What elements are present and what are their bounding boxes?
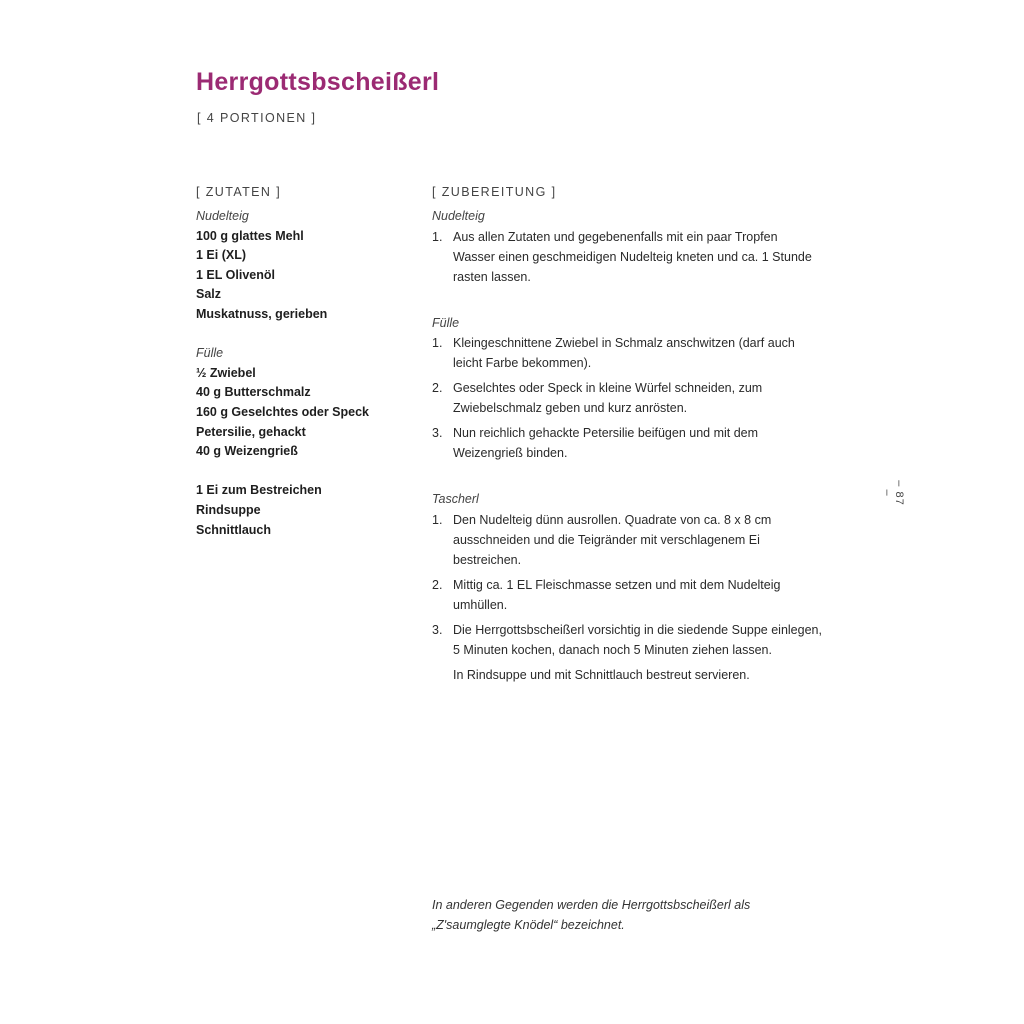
step-text: Den Nudelteig dünn ausrollen. Quadrate von ca. 8 x 8 cm ausschneiden und die Teigränder mit verschlagenem Ei bestreichen.: [453, 512, 772, 567]
ingredient-item: 160 g Geselchtes oder Speck: [196, 404, 370, 419]
ingredient-item: ½ Zwiebel: [196, 365, 256, 380]
step-item: [432, 510, 822, 570]
ingredient-item: 1 EL Olivenöl: [196, 267, 275, 282]
serving-note: In Rindsuppe und mit Schnittlauch bestreut servieren.: [453, 667, 750, 682]
step-text: Nun reichlich gehackte Petersilie beifügen und mit dem Weizengrieß binden.: [453, 426, 759, 461]
step-item: [432, 620, 822, 660]
ingredient-item: 1 Ei zum Bestreichen: [196, 483, 322, 498]
ingredient-item: 40 g Weizengrieß: [196, 444, 298, 459]
step-number: 3.: [432, 622, 443, 637]
preparation-subheading-tascherl: Tascherl: [432, 492, 479, 507]
step-item: [432, 378, 822, 418]
step-number: 1.: [432, 512, 443, 527]
step-number: 2.: [432, 381, 443, 396]
steps-list-tascherl: [432, 510, 822, 660]
step-text: Die Herrgottsbscheißerl vorsichtig in die siedende Suppe einlegen, 5 Minuten kochen, danach noch 5 Minuten ziehen lassen.: [453, 622, 822, 657]
steps-list-nudelteig: [432, 227, 822, 287]
recipe-title: Herrgottsbscheißerl: [196, 68, 440, 96]
preparation-subheading-fuelle: Fülle: [432, 315, 460, 330]
footnote-line: „Z'saumglegte Knödel“ bezeichnet.: [432, 918, 625, 932]
ingredients-subheading-nudelteig: Nudelteig: [196, 209, 249, 223]
step-text: Geselchtes oder Speck in kleine Würfel schneiden, zum Zwiebelschmalz geben und kurz anrösten.: [453, 381, 763, 416]
ingredients-column: [196, 185, 406, 540]
step-item: [432, 227, 822, 287]
step-number: 2.: [432, 577, 443, 592]
preparation-column: [432, 185, 822, 685]
ingredient-item: Muskatnuss, gerieben: [196, 306, 328, 321]
portions-label: [ 4 PORTIONEN ]: [197, 111, 317, 125]
ingredient-item: 100 g glattes Mehl: [196, 228, 304, 243]
preparation-subheading-nudelteig: Nudelteig: [432, 209, 485, 223]
step-number: 1.: [432, 336, 443, 351]
footnote-line: In anderen Gegenden werden die Herrgottsbscheißerl als: [432, 898, 751, 912]
ingredient-item: 1 Ei (XL): [196, 248, 247, 263]
step-number: 1.: [432, 229, 443, 244]
footnote: [432, 895, 792, 935]
step-text: Mittig ca. 1 EL Fleischmasse setzen und mit dem Nudelteig umhüllen.: [453, 577, 781, 612]
step-text: Kleingeschnittene Zwiebel in Schmalz anschwitzen (darf auch leicht Farbe bekommen).: [453, 336, 795, 371]
step-number: 3.: [432, 426, 443, 441]
ingredient-item: Petersilie, gehackt: [196, 424, 306, 439]
step-text: Aus allen Zutaten und gegebenenfalls mit ein paar Tropfen Wasser einen geschmeidigen Nudelteig kneten und ca. 1 Stunde rasten lassen.: [453, 229, 812, 284]
page-number: – 87 –: [881, 480, 905, 506]
ingredients-subheading-fuelle: Fülle: [196, 346, 224, 361]
preparation-heading: [ ZUBEREITUNG ]: [432, 185, 557, 199]
ingredients-heading: [ ZUTATEN ]: [196, 185, 282, 199]
step-item: [432, 333, 822, 373]
ingredient-item: Salz: [196, 287, 222, 302]
steps-list-fuelle: [432, 333, 822, 463]
step-item: [432, 575, 822, 615]
ingredient-item: Schnittlauch: [196, 522, 272, 537]
ingredient-item: Rindsuppe: [196, 502, 261, 517]
step-item: [432, 423, 822, 463]
ingredient-item: 40 g Butterschmalz: [196, 385, 311, 400]
